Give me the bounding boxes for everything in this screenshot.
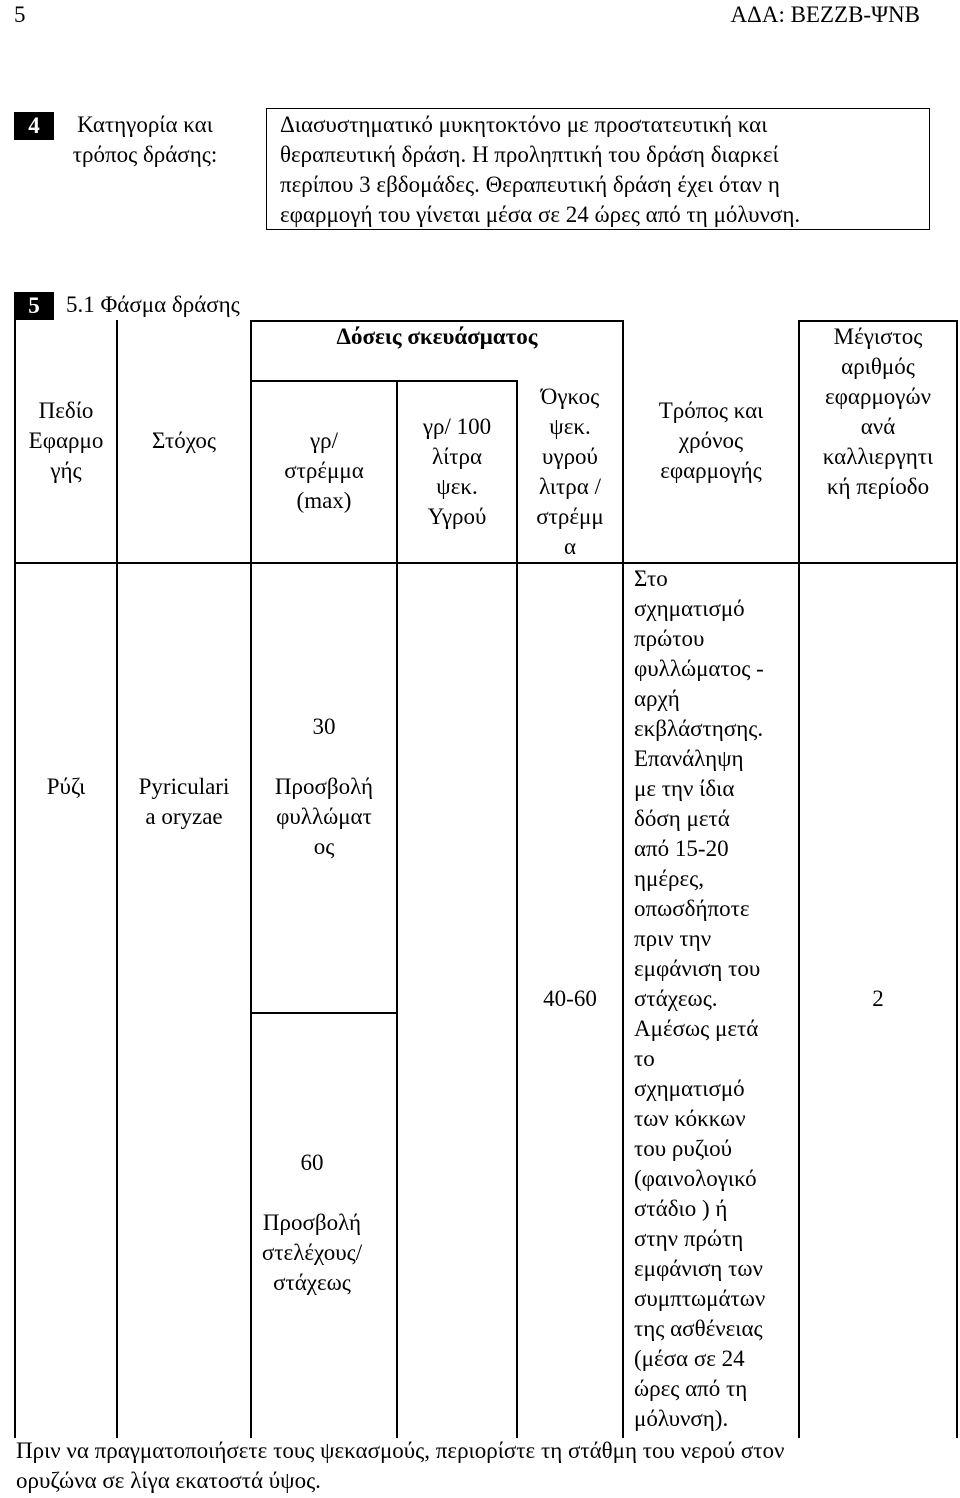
row-max-apps: 2 bbox=[872, 986, 884, 1011]
header-method bbox=[624, 396, 798, 486]
row-method-line: οπωσδήποτε bbox=[634, 896, 750, 921]
header-volume-line: Όγκος bbox=[540, 384, 600, 409]
row-method-line: ώρες από τη bbox=[634, 1376, 748, 1401]
header-g-per-stremma-line: γρ/ bbox=[309, 428, 339, 453]
section-4-text-line: Διασυστηματικό μυκητοκτόνο με προστατευτική και bbox=[280, 112, 768, 137]
row-method-line: από 15-20 bbox=[634, 836, 729, 861]
row-method-line: αρχή bbox=[634, 686, 680, 711]
header-g-per-100l bbox=[398, 412, 516, 532]
header-g-per-100l-line: ψεκ. bbox=[436, 474, 478, 499]
header-volume-line: α bbox=[563, 534, 577, 559]
section-4-label-line: Κατηγορία και bbox=[77, 112, 213, 137]
header-volume-line: υγρού bbox=[542, 444, 598, 469]
row-method-line: στην πρώτη bbox=[634, 1226, 744, 1251]
header-volume bbox=[518, 382, 622, 562]
header-method-line: Τρόπος και bbox=[658, 398, 764, 423]
header-doses-group: Δόσεις σκευάσματος bbox=[336, 324, 538, 349]
row-method-line: στάδιο ) ή bbox=[634, 1196, 728, 1221]
row-method-line: σχηματισμό bbox=[634, 1076, 745, 1101]
section-4-text-line: θεραπευτική δράση. Η προληπτική του δράση διαρκεί bbox=[280, 142, 779, 167]
header-g-per-100l-line: Υγρού bbox=[427, 504, 487, 529]
header-g-per-100l-line: λίτρα bbox=[431, 444, 483, 469]
header-method-line: χρόνος bbox=[678, 428, 744, 453]
header-max-apps-line: κή περίοδο bbox=[826, 474, 930, 499]
header-field-line: Πεδίο bbox=[38, 398, 94, 423]
header-volume-line: λιτρα / bbox=[539, 474, 601, 499]
row-method-line: Αμέσως μετά bbox=[634, 1016, 759, 1041]
row-dose-1-label-line: ος bbox=[313, 834, 335, 859]
row-method-line: στάχεως. bbox=[634, 986, 718, 1011]
header-field-line: Εφαρμο bbox=[28, 428, 104, 453]
row-method-line: σχηματισμό bbox=[634, 596, 745, 621]
row-method-line: με την ίδια bbox=[634, 776, 735, 801]
row-method-line: Στο bbox=[634, 566, 668, 591]
footer-note-line: ορυζώνα σε λίγα εκατοστά ύψος. bbox=[16, 1468, 321, 1493]
row-dose-2-label-line: Προσβολή bbox=[262, 1210, 362, 1235]
section-5-title: 5.1 Φάσμα δράσης bbox=[66, 292, 240, 317]
row-method-line: συμπτωμάτων bbox=[634, 1286, 766, 1311]
header-max-apps-line: εφαρμογών bbox=[825, 384, 931, 409]
page-number: 5 bbox=[14, 2, 26, 27]
section-4-text bbox=[280, 110, 918, 230]
header-g-per-100l-line: γρ/ 100 bbox=[422, 414, 492, 439]
section-4-text-line: περίπου 3 εβδομάδες. Θεραπευτική δράση έχει όταν η bbox=[280, 172, 780, 197]
header-field bbox=[16, 396, 116, 486]
row-field: Ρύζι bbox=[46, 774, 86, 799]
row-method-line: ημέρες, bbox=[634, 866, 705, 891]
header-g-per-stremma-line: (max) bbox=[296, 488, 352, 513]
section-4-number: 4 bbox=[14, 112, 54, 140]
section-5-number: 5 bbox=[14, 292, 54, 320]
row-method-line: εμφάνιση των bbox=[634, 1256, 763, 1281]
row-method-line: των κόκκων bbox=[634, 1106, 746, 1131]
footer-note bbox=[16, 1436, 946, 1496]
header-max-apps-line: αριθμός bbox=[841, 354, 915, 379]
row-method-line: το bbox=[634, 1046, 655, 1071]
header-field-line: γής bbox=[50, 458, 82, 483]
footer-note-line: Πριν να πραγματοποιήσετε τους ψεκασμούς, περιορίστε τη στάθμη του νερού στον bbox=[16, 1438, 785, 1463]
row-method-line: (μέσα σε 24 bbox=[634, 1346, 745, 1371]
row-method-line: δόση μετά bbox=[634, 806, 730, 831]
row-dose-1 bbox=[252, 712, 396, 862]
row-target bbox=[118, 772, 250, 832]
row-dose-2-value: 60 bbox=[300, 1150, 324, 1175]
row-method-line: (φαινολογικό bbox=[634, 1166, 757, 1191]
row-method-line: μόλυνση). bbox=[634, 1406, 729, 1431]
header-max-apps-line: ανά bbox=[860, 414, 896, 439]
section-4-label bbox=[56, 110, 234, 170]
ada-code: ΑΔΑ: ΒΕΖΖΒ-ΨΝΒ bbox=[730, 2, 920, 27]
header-method-line: εφαρμογής bbox=[660, 458, 762, 483]
row-method-line: εκβλάστησης. bbox=[634, 716, 764, 741]
row-dose-1-label-line: φυλλώματ bbox=[276, 804, 372, 829]
row-target-line: a oryzae bbox=[145, 804, 223, 829]
row-dose-2-label-line: στάχεως bbox=[273, 1270, 351, 1295]
row-volume: 40-60 bbox=[543, 986, 597, 1011]
row-method-line: φυλλώματος - bbox=[634, 656, 764, 681]
row-method bbox=[634, 564, 798, 1434]
header-max-apps-line: καλλιεργητι bbox=[822, 444, 934, 469]
header-max-apps bbox=[800, 322, 956, 502]
row-method-line: του ρυζιού bbox=[634, 1136, 732, 1161]
row-method-line: Επανάληψη bbox=[634, 746, 744, 771]
row-dose-1-value: 30 bbox=[312, 714, 336, 739]
header-max-apps-line: Μέγιστος bbox=[833, 324, 923, 349]
row-dose-2-label-line: στελέχους/ bbox=[261, 1240, 363, 1265]
header-target: Στόχος bbox=[151, 428, 217, 453]
section-4-text-line: εφαρμογή του γίνεται μέσα σε 24 ώρες από τη μόλυνση. bbox=[280, 202, 801, 227]
row-method-line: της ασθένειας bbox=[634, 1316, 763, 1341]
row-target-line: Pyriculari bbox=[138, 774, 230, 799]
row-dose-2 bbox=[240, 1148, 384, 1298]
row-method-line: πριν την bbox=[634, 926, 712, 951]
row-method-line: εμφάνιση του bbox=[634, 956, 761, 981]
row-dose-1-label-line: Προσβολή bbox=[274, 774, 374, 799]
header-g-per-stremma-line: στρέμμα bbox=[284, 458, 364, 483]
header-volume-line: στρέμμ bbox=[536, 504, 604, 529]
section-4-label-line: τρόπος δράσης: bbox=[72, 142, 218, 167]
row-method-line: πρώτου bbox=[634, 626, 705, 651]
header-volume-line: ψεκ. bbox=[549, 414, 591, 439]
header-g-per-stremma bbox=[252, 426, 396, 516]
